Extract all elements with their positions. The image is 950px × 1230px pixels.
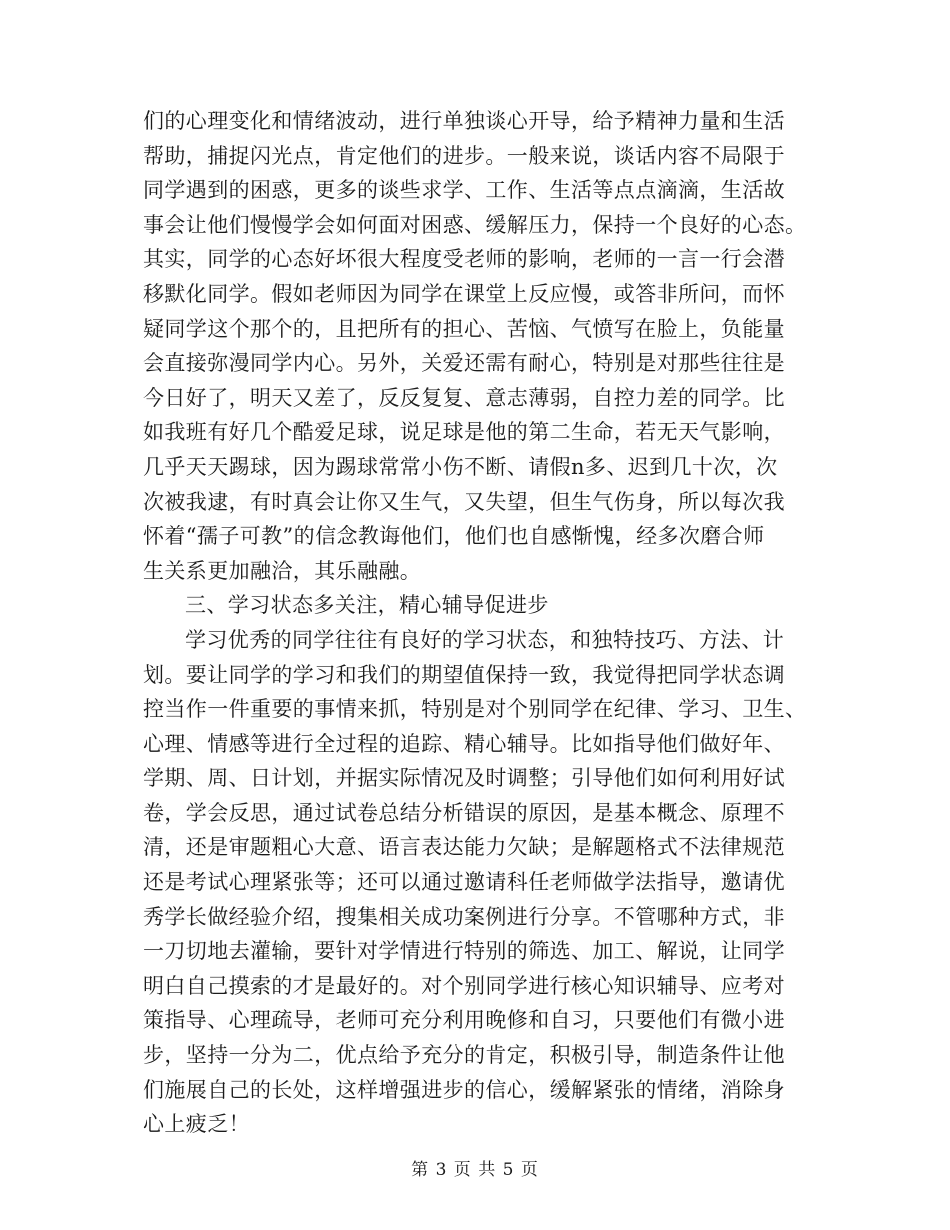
- text-line: 秀学长做经验介绍，搜集相关成功案例进行分享。不管哪种方式，非: [143, 904, 785, 929]
- text-line: 策指导、心理疏导，老师可充分利用晚修和自习，只要他们有微小进: [143, 1008, 785, 1033]
- text-line: 事会让他们慢慢学会如何面对困惑、缓解压力，保持一个良好的心态。: [143, 212, 807, 237]
- text-line: 生关系更加融洽，其乐融融。: [143, 558, 422, 583]
- text-line: 一刀切地去灌输，要针对学情进行特别的筛选、加工、解说，让同学: [143, 939, 785, 964]
- text-line: 明白自己摸索的才是最好的。对个别同学进行核心知识辅导、应考对: [143, 973, 785, 998]
- text-line: 学期、周、日计划，并据实际情况及时调整；引导他们如何利用好试: [143, 766, 785, 791]
- text-line: 会直接弥漫同学内心。另外，关爱还需有耐心，特别是对那些往往是: [143, 351, 785, 376]
- text-line: 怀着“孺子可教”的信念教诲他们，他们也自感惭愧，经多次磨合师: [143, 524, 765, 549]
- text-line: 次被我逮，有时真会让你又生气，又失望，但生气伤身，所以每次我: [143, 489, 785, 514]
- body-text: [143, 104, 807, 1142]
- text-line: 疑同学这个那个的，且把所有的担心、苦恼、气愤写在脸上，负能量: [143, 316, 785, 341]
- section-heading: 三、学习状态多关注，精心辅导促进步: [185, 593, 549, 618]
- text-line: 今日好了，明天又差了，反反复复、意志薄弱，自控力差的同学。比: [143, 385, 785, 410]
- page-number-footer: 第 3 页 共 5 页: [411, 1160, 539, 1180]
- paragraph-1: [143, 104, 807, 588]
- paragraph-2: [143, 623, 807, 1142]
- text-line: 们的心理变化和情绪波动，进行单独谈心开导，给予精神力量和生活: [143, 109, 785, 133]
- text-line: 移默化同学。假如老师因为同学在课堂上反应慢，或答非所问，而怀: [143, 281, 785, 306]
- text-line: 心上疲乏！: [143, 1112, 250, 1137]
- text-line: 们施展自己的长处，这样增强进步的信心，缓解紧张的情绪，消除身: [143, 1077, 785, 1102]
- text-line: 划。要让同学的学习和我们的期望值保持一致，我觉得把同学状态调: [143, 662, 785, 687]
- text-line: 几乎天天踢球，因为踢球常常小伤不断、请假n多、迟到几十次，次: [143, 454, 778, 479]
- text-line: 如我班有好几个酷爱足球，说足球是他的第二生命，若无天气影响，: [143, 420, 785, 445]
- text-line: 学习优秀的同学往往有良好的学习状态，和独特技巧、方法、计: [185, 627, 785, 652]
- text-line: 还是考试心理紧张等；还可以通过邀请科任老师做学法指导，邀请优: [143, 870, 785, 895]
- text-line: 帮助，捕捉闪光点，肯定他们的进步。一般来说，谈话内容不局限于: [143, 143, 785, 168]
- text-line: 其实，同学的心态好坏很大程度受老师的影响，老师的一言一行会潜: [143, 247, 785, 272]
- text-line: 同学遇到的困惑，更多的谈些求学、工作、生活等点点滴滴，生活故: [143, 178, 785, 203]
- text-line: 控当作一件重要的事情来抓，特别是对个别同学在纪律、学习、卫生、: [143, 697, 807, 722]
- text-line: 清，还是审题粗心大意、语言表达能力欠缺；是解题格式不法律规范: [143, 835, 785, 860]
- text-line: 卷，学会反思，通过试卷总结分析错误的原因，是基本概念、原理不: [143, 800, 785, 825]
- text-line: 心理、情感等进行全过程的追踪、精心辅导。比如指导他们做好年、: [143, 731, 785, 756]
- text-line: 步，坚持一分为二，优点给予充分的肯定，积极引导，制造条件让他: [143, 1043, 785, 1068]
